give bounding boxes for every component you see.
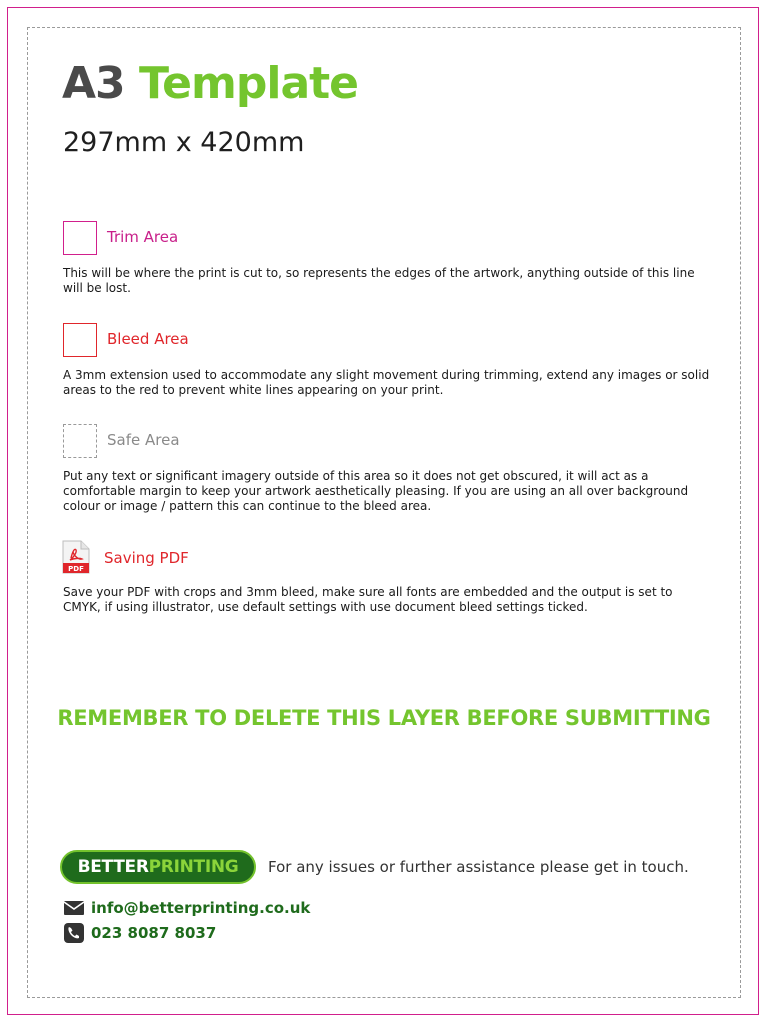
email-link[interactable]: info@betterprinting.co.uk bbox=[91, 899, 311, 917]
saving-pdf-description: Save your PDF with crops and 3mm bleed, make sure all fonts are embedded and the output is set to CMYK, if using illustrator, use default settings with use document bleed settings ticked. bbox=[63, 585, 673, 614]
logo-better-text: BETTER bbox=[77, 857, 149, 877]
assistance-text: For any issues or further assistance please get in touch. bbox=[268, 858, 689, 876]
bleed-area-swatch bbox=[63, 323, 97, 357]
trim-area-description: This will be where the print is cut to, so represents the edges of the artwork, anything outside of this line will be lost. bbox=[63, 266, 695, 295]
phone-contact bbox=[63, 923, 216, 943]
page-title bbox=[62, 56, 358, 112]
email-contact bbox=[63, 898, 310, 918]
phone-link[interactable]: 023 8087 8037 bbox=[91, 924, 217, 942]
pdf-icon bbox=[62, 540, 90, 574]
bleed-area-label: Bleed Area bbox=[107, 330, 189, 348]
better-printing-logo bbox=[60, 850, 256, 884]
bleed-area-description: A 3mm extension used to accommodate any slight movement during trimming, extend any images or solid areas to the red to prevent white lines appearing on your print. bbox=[63, 368, 710, 397]
page-dimensions: 297mm x 420mm bbox=[63, 127, 305, 158]
envelope-icon bbox=[63, 898, 85, 918]
trim-area-label: Trim Area bbox=[107, 228, 179, 246]
title-word: Template bbox=[139, 58, 359, 109]
safe-area-swatch bbox=[63, 424, 97, 458]
safe-area-label: Safe Area bbox=[107, 431, 180, 449]
trim-area-swatch bbox=[63, 221, 97, 255]
title-size: A3 bbox=[62, 58, 125, 109]
delete-layer-reminder: REMEMBER TO DELETE THIS LAYER BEFORE SUBMITTING bbox=[57, 706, 711, 730]
pdf-icon-label: PDF bbox=[68, 565, 84, 573]
saving-pdf-label: Saving PDF bbox=[104, 549, 189, 567]
safe-area-description: Put any text or significant imagery outside of this area so it does not get obscured, it will act as a comfortable margin to keep your artwork aesthetically pleasing. If you are using an all over background colour or image / pattern this can continue to the bleed area. bbox=[63, 469, 689, 513]
phone-icon bbox=[63, 923, 85, 943]
logo-printing-text: PRINTING bbox=[148, 857, 239, 877]
